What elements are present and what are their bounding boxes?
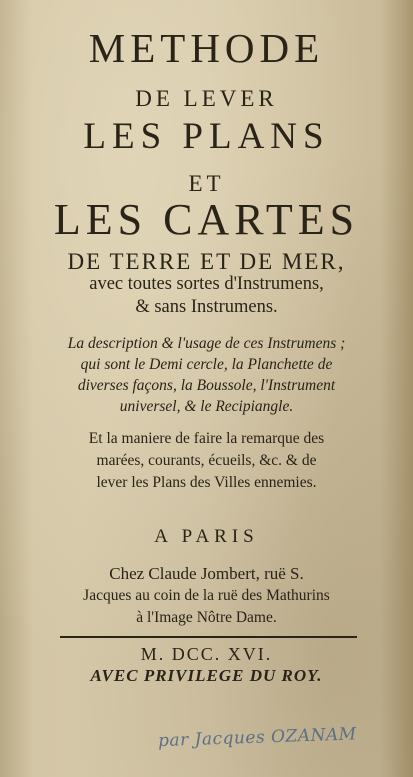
publication-date: M. DCC. XVI. <box>140 644 273 664</box>
handwritten-attribution: par Jacques OZANAM <box>157 724 357 752</box>
royal-privilege: AVEC PRIVILEGE DU ROY. <box>90 666 323 685</box>
subtitle-instrumens: avec toutes sortes d'Instrumens, <box>89 274 324 294</box>
description-line-4: universel, & le Recipiangle. <box>119 398 294 415</box>
title-les-cartes: LES CARTES <box>53 195 360 244</box>
publisher-line-1: Chez Claude Jombert, ruë S. <box>109 564 304 583</box>
title-de-lever: DE LEVER <box>135 86 278 111</box>
description-line-2: qui sont le Demi cercle, la Planchette de <box>80 356 333 373</box>
manner-line-1: Et la maniere de faire la remarque des <box>88 430 325 447</box>
subtitle-terre-et-mer: DE TERRE ET DE MER, <box>67 249 346 274</box>
description-line-1: La description & l'usage de ces Instrumens ; <box>67 335 346 352</box>
title-et: ET <box>188 171 225 196</box>
publisher-line-3: à l'Image Nôtre Dame. <box>136 609 277 626</box>
description-line-3: diverses façons, la Boussole, l'Instrument <box>77 377 336 394</box>
manner-line-2: marées, courants, écueils, &c. & de <box>96 452 317 469</box>
publisher-line-2: Jacques au coin de la ruë des Mathurins <box>83 587 330 604</box>
divider-rule <box>60 636 357 638</box>
subtitle-sans-instrumens: & sans Instrumens. <box>135 297 278 317</box>
title-les-plans: LES PLANS <box>83 116 330 157</box>
title-methode: METHODE <box>88 25 325 71</box>
manner-line-3: lever les Plans des Villes ennemies. <box>96 474 317 491</box>
place-of-publication: A PARIS <box>154 526 259 547</box>
